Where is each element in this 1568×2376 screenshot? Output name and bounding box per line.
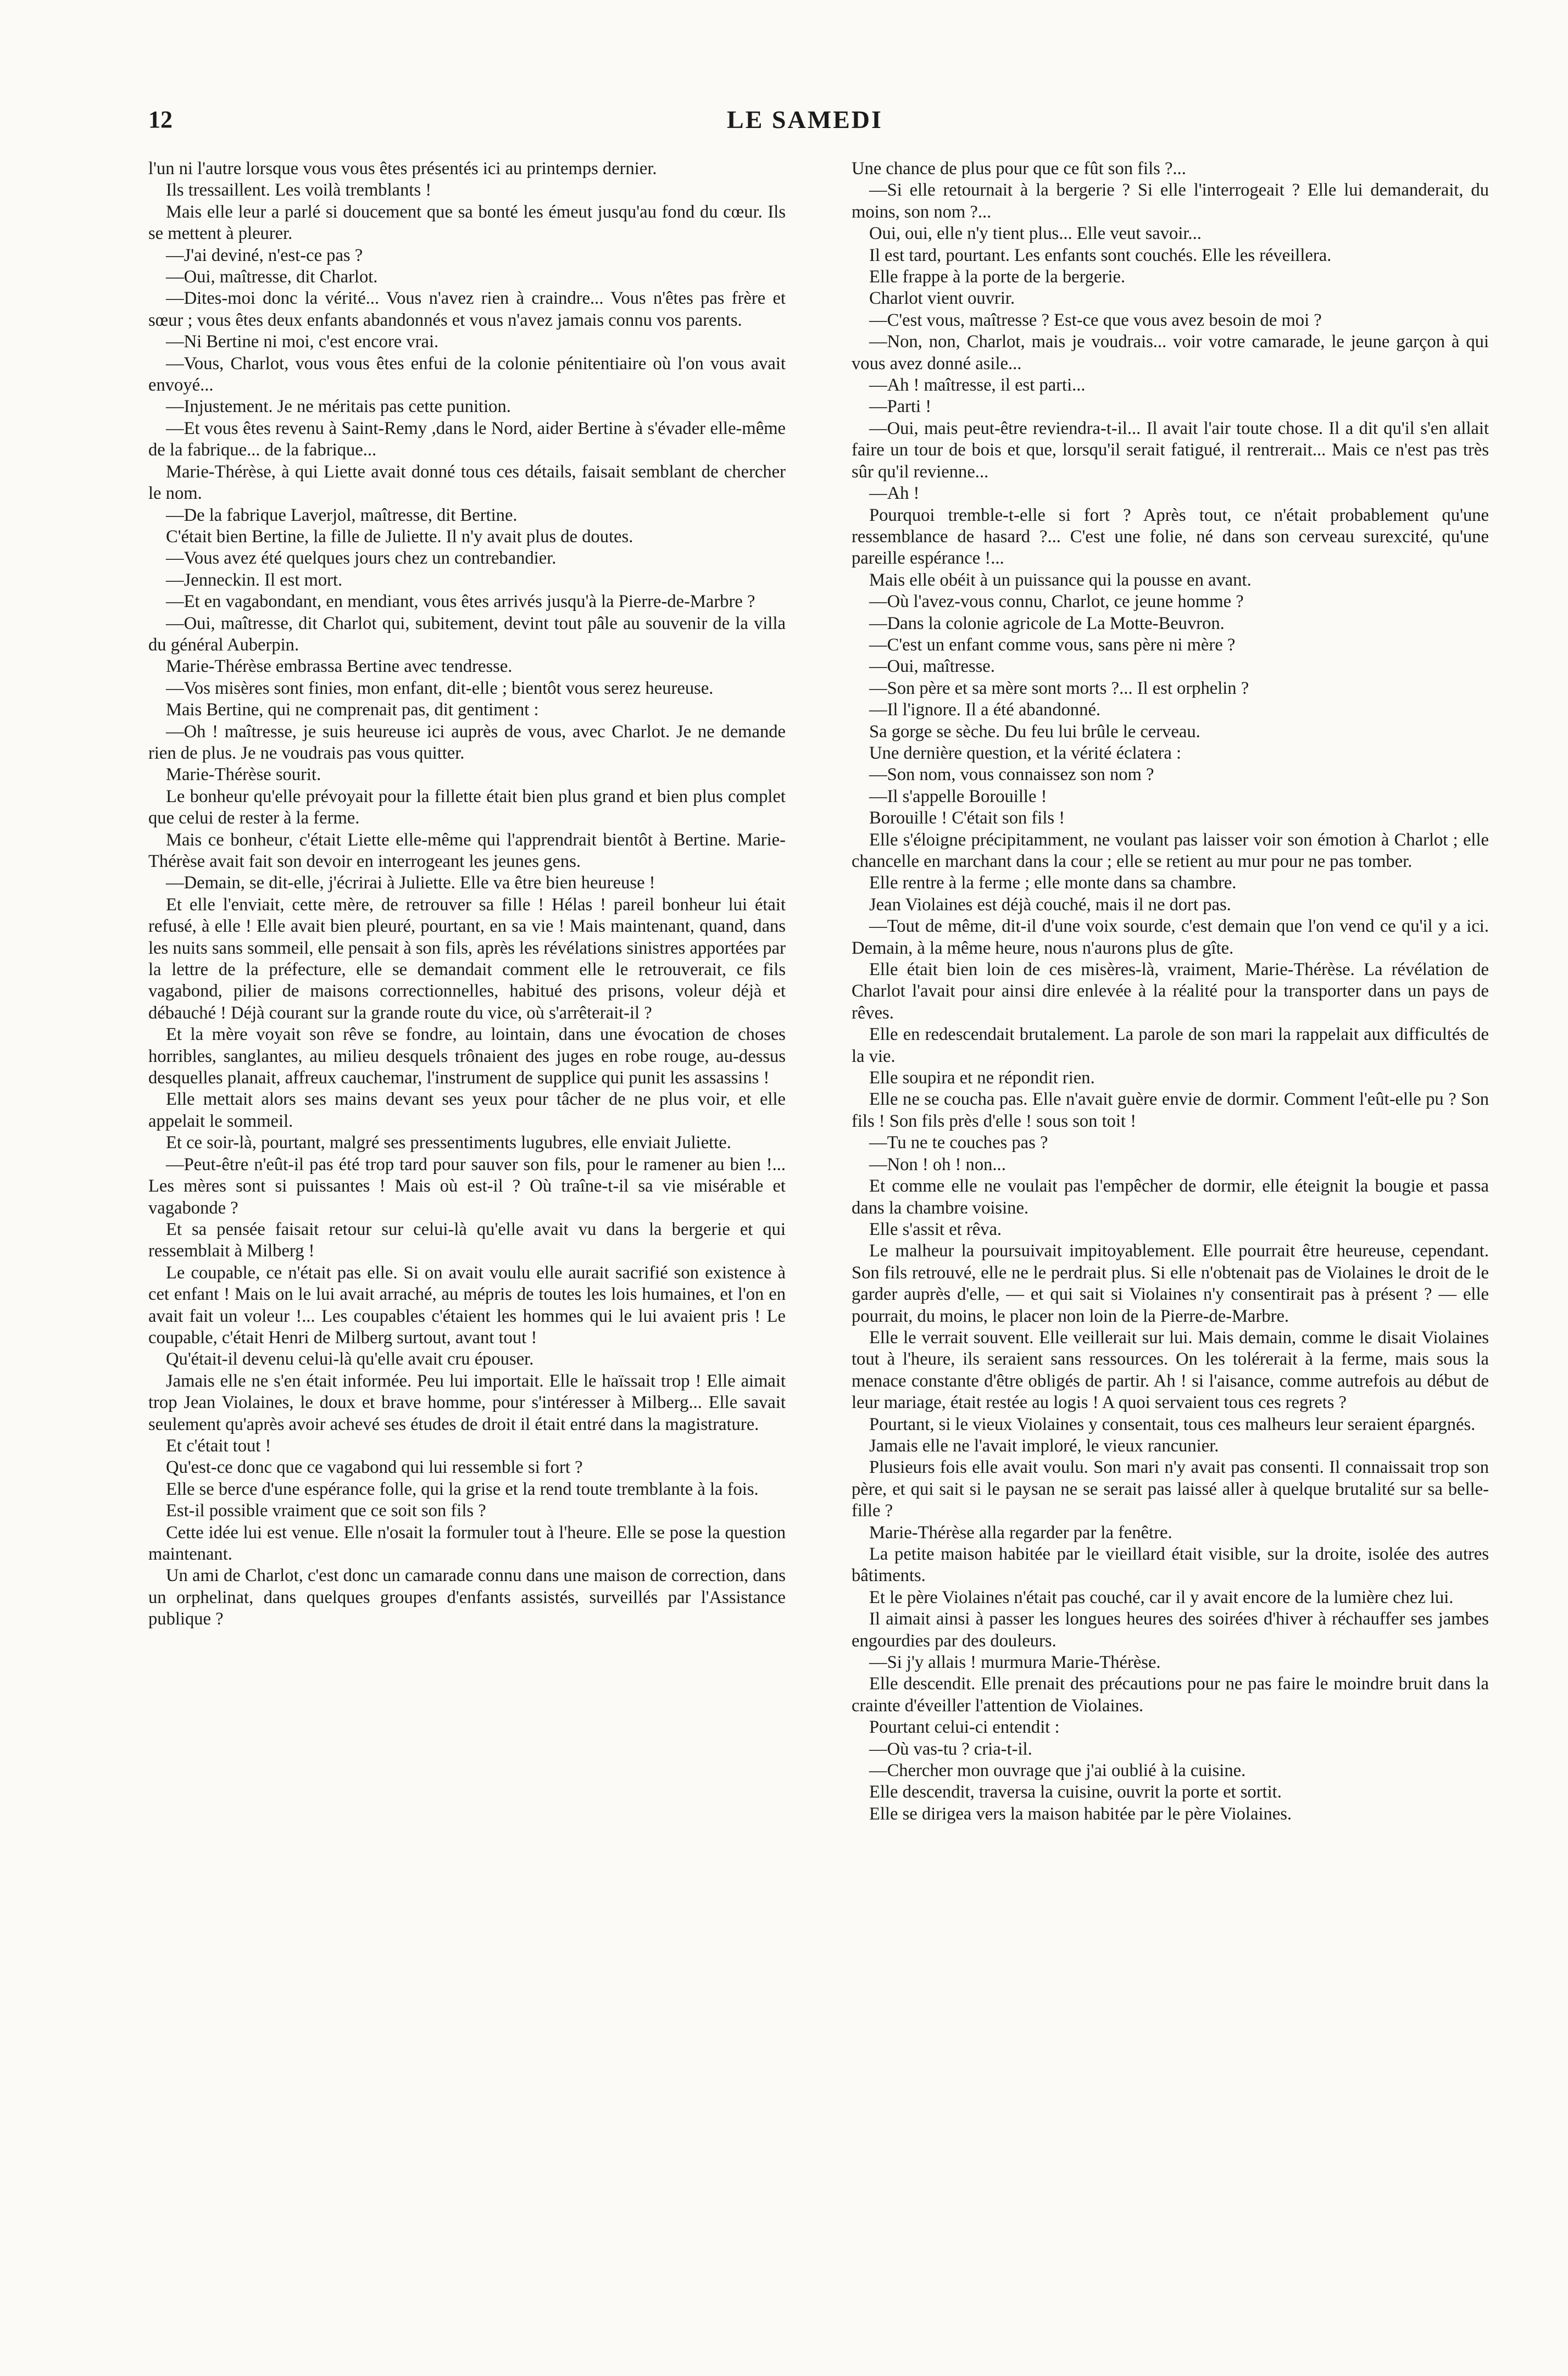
paragraph: La petite maison habitée par le vieillard était visible, sur la droite, isolée des autres bâtiments. bbox=[852, 1544, 1489, 1586]
paragraph: —Son nom, vous connaissez son nom ? bbox=[869, 765, 1154, 785]
paragraph: Elle ne se coucha pas. Elle n'avait guère envie de dormir. Comment l'eût-elle pu ? Son fils ! Son fils près d'elle ! sous son toit ! bbox=[852, 1089, 1489, 1131]
paragraph: Pourtant, si le vieux Violaines y consentait, tous ces malheurs leur seraient épargnés. bbox=[869, 1414, 1476, 1434]
paragraph: Une chance de plus pour que ce fût son fils ?... bbox=[852, 159, 1186, 179]
paragraph: Elle s'assit et rêva. bbox=[869, 1219, 1002, 1239]
paragraph: Borouille ! C'était son fils ! bbox=[869, 808, 1065, 828]
paragraph: —Oui, maîtresse. bbox=[869, 656, 995, 677]
paragraph: Elle rentre à la ferme ; elle monte dans sa chambre. bbox=[869, 873, 1237, 893]
paragraph: Ils tressaillent. Les voilà tremblants ! bbox=[166, 180, 432, 201]
paragraph: Qu'était-il devenu celui-là qu'elle avait cru épouser. bbox=[166, 1349, 534, 1370]
paragraph: Elle descendit. Elle prenait des précautions pour ne pas faire le moindre bruit dans la crainte d'éveiller l'attention de Violaines. bbox=[852, 1674, 1489, 1716]
paragraph: Mais ce bonheur, c'était Liette elle-même qui l'apprendrait bientôt à Bertine. Marie-Thérèse avait fait son devoir en interrogeant les jeunes gens. bbox=[148, 830, 786, 871]
paragraph: —Il s'appelle Borouille ! bbox=[869, 786, 1047, 806]
paragraph: Le malheur la poursuivait impitoyablement. Elle pourrait être heureuse, cependant. Son fils retrouvé, elle ne le perdrait plus. Si elle n'obtenait pas de Violaines le droit de le garder auprès d'elle, — et qui sait si Violaines n'y consentirait pas à présent ? — elle pourrait, du moins, le placer non loin de la Pierre-de-Marbre. bbox=[852, 1241, 1489, 1326]
paragraph: —Non ! oh ! non... bbox=[869, 1154, 1006, 1175]
paragraph: —Dites-moi donc la vérité... Vous n'avez rien à craindre... Vous n'êtes pas frère et sœur ; vous êtes deux enfants abandonnés et vous n'avez jamais connu vos parents. bbox=[148, 288, 786, 330]
paragraph: Marie-Thérèse alla regarder par la fenêtre. bbox=[869, 1522, 1172, 1543]
paragraph: Jamais elle ne s'en était informée. Peu lui importait. Elle le haïssait trop ! Elle aimait trop Jean Violaines, le doux et brave homme, pour s'intéresser à Milberg... Elle savait seulement qu'après avoir achevé ses études de droit il était entré dans la magistrature. bbox=[148, 1371, 786, 1434]
left-column bbox=[148, 158, 786, 2246]
paragraph: —Demain, se dit-elle, j'écrirai à Juliette. Elle va être bien heureuse ! bbox=[166, 873, 655, 893]
paragraph: —Tout de même, dit-il d'une voix sourde, c'est demain que l'on vend ce qu'il y a ici. Demain, à la même heure, nous n'aurons plus de gîte. bbox=[852, 916, 1489, 958]
paragraph: Cette idée lui est venue. Elle n'osait la formuler tout à l'heure. Elle se pose la question maintenant. bbox=[148, 1522, 786, 1564]
paragraph: —Ni Bertine ni moi, c'est encore vrai. bbox=[166, 332, 439, 352]
paragraph: Elle était bien loin de ces misères-là, vraiment, Marie-Thérèse. La révélation de Charlot l'avait pour ainsi dire enlevée à la réalité pour la transporter dans un pays de rêves. bbox=[852, 960, 1489, 1023]
paragraph: —Oui, maîtresse, dit Charlot qui, subitement, devint tout pâle au souvenir de la villa du général Auberpin. bbox=[148, 613, 786, 655]
paragraph: —Oui, mais peut-être reviendra-t-il... Il avait l'air toute chose. Il a dit qu'il s'en allait faire un tour de bois et que, lorsqu'il serait fatigué, il rentrerait... Mais ce n'est pas très sûr qu'il revienne... bbox=[852, 418, 1489, 482]
paragraph: Une dernière question, et la vérité éclatera : bbox=[869, 743, 1182, 763]
paragraph: Elle en redescendait brutalement. La parole de son mari la rappelait aux difficultés de la vie. bbox=[852, 1025, 1489, 1066]
paragraph: Et sa pensée faisait retour sur celui-là qu'elle avait vu dans la bergerie et qui ressemblait à Milberg ! bbox=[148, 1219, 786, 1261]
paragraph: —Vous avez été quelques jours chez un contrebandier. bbox=[166, 548, 557, 569]
paragraph: Pourtant celui-ci entendit : bbox=[869, 1717, 1060, 1738]
paragraph: l'un ni l'autre lorsque vous vous êtes présentés ici au printemps dernier. bbox=[148, 159, 657, 179]
paragraph: —Oui, maîtresse, dit Charlot. bbox=[166, 267, 378, 287]
paragraph: Elle le verrait souvent. Elle veillerait sur lui. Mais demain, comme le disait Violaines tout à l'heure, ils seraient sans ressources. On les tolérerait à la ferme, mais sous la menace constante d'être obligés de partir. Ah ! si l'aisance, comme autrefois au début de leur mariage, était restée au logis ! A quoi servaient tous ces regrets ? bbox=[852, 1327, 1489, 1413]
paragraph: —Si j'y allais ! murmura Marie-Thérèse. bbox=[869, 1652, 1161, 1673]
paragraph: Elle frappe à la porte de la bergerie. bbox=[869, 267, 1126, 287]
paragraph: —Vous, Charlot, vous vous êtes enfui de la colonie pénitentiaire où l'on vous avait envoyé... bbox=[148, 353, 786, 396]
paragraph: Sa gorge se sèche. Du feu lui brûle le cerveau. bbox=[869, 721, 1200, 742]
paragraph: —Oh ! maîtresse, je suis heureuse ici auprès de vous, avec Charlot. Je ne demande rien de plus. Je ne voudrais pas vous quitter. bbox=[148, 721, 786, 763]
paragraph: Un ami de Charlot, c'est donc un camarade connu dans une maison de correction, dans un orphelinat, dans quelques groupes d'enfants assistés, surveillés par l'Assistance publique ? bbox=[148, 1566, 786, 1629]
paragraph: —Injustement. Je ne méritais pas cette punition. bbox=[166, 397, 511, 417]
paragraph: Marie-Thérèse, à qui Liette avait donné tous ces détails, faisait semblant de chercher le nom. bbox=[148, 461, 786, 504]
paragraph: Le coupable, ce n'était pas elle. Si on avait voulu elle aurait sacrifié son existence à cet enfant ! Mais on le lui avait arraché, au mépris de toutes les lois humaines, et l'on en avait fait un voleur !... Les coupables c'étaient les hommes qui le lui avaient pris ! Le coupable, c'était Henri de Milberg surtout, avant tout ! bbox=[148, 1262, 786, 1348]
paragraph: Et elle l'enviait, cette mère, de retrouver sa fille ! Hélas ! pareil bonheur lui était refusé, à elle ! Elle avait bien pleuré, pourtant, en sa vie ! Mais maintenant, quand, dans les nuits sans sommeil, elle pensait à son fils, après les révélations sinistres apportées par la lettre de la préfecture, elle se demandait comment elle le retrouverait, ce fils vagabond, pilier de maisons correctionnelles, habitué des prisons, voleur déjà et débauché ! Déjà courant sur la grande route du vice, où s'arrêterait-il ? bbox=[148, 894, 786, 1023]
paragraph: —Parti ! bbox=[869, 397, 932, 417]
paragraph: Qu'est-ce donc que ce vagabond qui lui ressemble si fort ? bbox=[166, 1457, 583, 1478]
paragraph: Mais elle obéit à un puissance qui la pousse en avant. bbox=[869, 570, 1252, 590]
paragraph: —Où vas-tu ? cria-t-il. bbox=[869, 1739, 1032, 1759]
paragraph: —J'ai deviné, n'est-ce pas ? bbox=[166, 245, 363, 265]
paragraph: Et le père Violaines n'était pas couché, car il y avait encore de la lumière chez lui. bbox=[869, 1587, 1454, 1607]
paragraph: —Son père et sa mère sont morts ?... Il est orphelin ? bbox=[869, 678, 1249, 698]
paragraph: —C'est vous, maîtresse ? Est-ce que vous avez besoin de moi ? bbox=[869, 310, 1322, 330]
paragraph: Le bonheur qu'elle prévoyait pour la fillette était bien plus grand et bien plus complet que celui de rester à la ferme. bbox=[148, 786, 786, 828]
paragraph: Mais elle leur a parlé si doucement que sa bonté les émeut jusqu'au fond du cœur. Ils se mettent à pleurer. bbox=[148, 202, 786, 244]
paragraph: Charlot vient ouvrir. bbox=[869, 288, 1015, 309]
journal-title: LE SAMEDI bbox=[727, 105, 883, 133]
paragraph: Jean Violaines est déjà couché, mais il ne dort pas. bbox=[869, 894, 1231, 915]
paragraph: —Il l'ignore. Il a été abandonné. bbox=[869, 700, 1101, 720]
paragraph: Et c'était tout ! bbox=[166, 1435, 271, 1456]
paragraph: Il aimait ainsi à passer les longues heures des soirées d'hiver à réchauffer ses jambes engourdies par des douleurs. bbox=[852, 1609, 1489, 1651]
page-number: 12 bbox=[148, 106, 173, 133]
paragraph: —Dans la colonie agricole de La Motte-Beuvron. bbox=[869, 613, 1225, 633]
paragraph: Elle descendit, traversa la cuisine, ouvrit la porte et sortit. bbox=[869, 1782, 1282, 1802]
paragraph: Elle se berce d'une espérance folle, qui la grise et la rend toute tremblante à la fois. bbox=[166, 1479, 759, 1499]
paragraph: Marie-Thérèse embrassa Bertine avec tendresse. bbox=[166, 656, 513, 677]
paragraph: Elle se dirigea vers la maison habitée par le père Violaines. bbox=[869, 1804, 1292, 1824]
paragraph: Est-il possible vraiment que ce soit son fils ? bbox=[166, 1501, 486, 1521]
paragraph: Elle mettait alors ses mains devant ses yeux pour tâcher de ne plus voir, et elle appelait le sommeil. bbox=[148, 1089, 786, 1131]
page-header bbox=[148, 103, 1461, 136]
paragraph: Jamais elle ne l'avait imploré, le vieux rancunier. bbox=[869, 1435, 1219, 1456]
paragraph: —Non, non, Charlot, mais je voudrais... voir votre camarade, le jeune garçon à qui vous avez donné asile... bbox=[852, 332, 1489, 374]
paragraph: —Tu ne te couches pas ? bbox=[869, 1133, 1048, 1153]
paragraph: C'était bien Bertine, la fille de Juliette. Il n'y avait plus de doutes. bbox=[166, 526, 633, 547]
paragraph: —De la fabrique Laverjol, maîtresse, dit Bertine. bbox=[166, 505, 518, 525]
paragraph: —Peut-être n'eût-il pas été trop tard pour sauver son fils, pour le ramener au bien !... Les mères sont si puissantes ! Mais où est-il ? Où traîne-t-il sa vie misérable et vagabonde ? bbox=[148, 1154, 786, 1218]
right-column bbox=[852, 158, 1489, 2246]
paragraph: Et comme elle ne voulait pas l'empêcher de dormir, elle éteignit la bougie et passa dans la chambre voisine. bbox=[852, 1176, 1489, 1218]
paragraph: Plusieurs fois elle avait voulu. Son mari n'y avait pas consenti. Il connaissait trop son père, et qui sait si le paysan ne se serait pas laissé aller à quelque brutalité sur sa belle-fille ? bbox=[852, 1457, 1489, 1521]
paragraph: —Ah ! bbox=[869, 483, 920, 504]
paragraph: —Vos misères sont finies, mon enfant, dit-elle ; bientôt vous serez heureuse. bbox=[166, 678, 714, 698]
paragraph: Elle soupira et ne répondit rien. bbox=[869, 1068, 1095, 1088]
paragraph: —C'est un enfant comme vous, sans père ni mère ? bbox=[869, 635, 1236, 655]
paragraph: —Jenneckin. Il est mort. bbox=[166, 570, 343, 590]
paragraph: —Et vous êtes revenu à Saint-Remy ,dans le Nord, aider Bertine à s'évader elle-même de la fabrique... de la fabrique... bbox=[148, 418, 786, 460]
paragraph: Pourquoi tremble-t-elle si fort ? Après tout, ce n'était probablement qu'une ressemblance de hasard ?... C'est une folie, né dans son cerveau surexcité, qu'une pareille espérance !... bbox=[852, 505, 1489, 569]
paragraph: —Ah ! maîtresse, il est parti... bbox=[869, 375, 1086, 396]
paragraph: Mais Bertine, qui ne comprenait pas, dit gentiment : bbox=[166, 700, 539, 720]
paragraph: Elle s'éloigne précipitamment, ne voulant pas laisser voir son émotion à Charlot ; elle chancelle en marchant dans la cour ; elle se retient au mur pour ne pas tomber. bbox=[852, 830, 1489, 871]
paragraph: —Si elle retournait à la bergerie ? Si elle l'interrogeait ? Elle lui demanderait, du moins, son nom ?... bbox=[852, 180, 1489, 222]
paragraph: Marie-Thérèse sourit. bbox=[166, 765, 321, 785]
paragraph: Et la mère voyait son rêve se fondre, au lointain, dans une évocation de choses horribles, sanglantes, au milieu desquels trônaient des juges en robe rouge, au-dessus desquelles planait, affreux cauchemar, l'instrument de supplice qui punit les assassins ! bbox=[148, 1025, 786, 1088]
paragraph: —Chercher mon ouvrage que j'ai oublié à la cuisine. bbox=[869, 1761, 1246, 1781]
paragraph: —Où l'avez-vous connu, Charlot, ce jeune homme ? bbox=[869, 592, 1244, 612]
paragraph: Et ce soir-là, pourtant, malgré ses pressentiments lugubres, elle enviait Juliette. bbox=[166, 1133, 731, 1153]
paragraph: Oui, oui, elle n'y tient plus... Elle veut savoir... bbox=[869, 224, 1202, 244]
paragraph: —Et en vagabondant, en mendiant, vous êtes arrivés jusqu'à la Pierre-de-Marbre ? bbox=[166, 592, 755, 612]
paragraph: Il est tard, pourtant. Les enfants sont couchés. Elle les réveillera. bbox=[869, 245, 1332, 265]
